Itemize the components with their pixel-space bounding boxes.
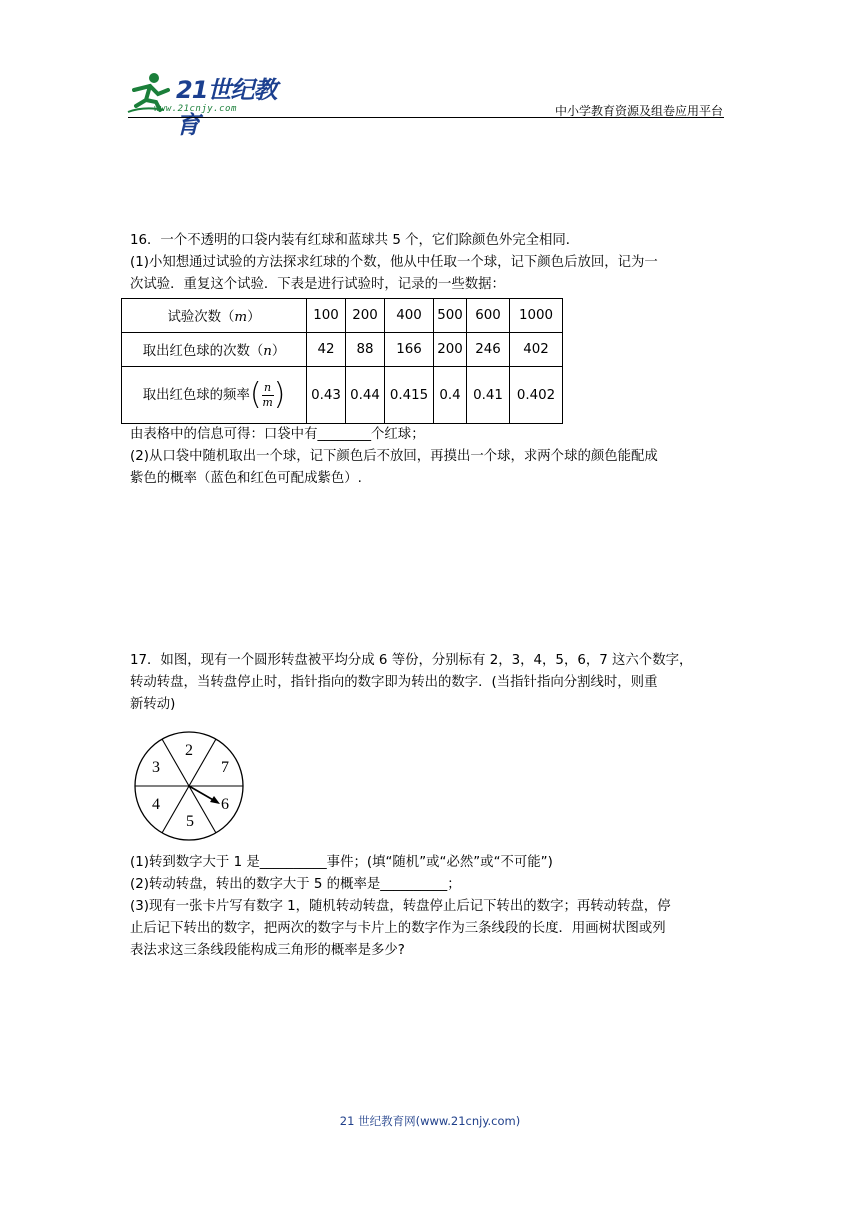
q17-stem-line2: 转动转盘，当转盘停止时，指针指向的数字即为转出的数字．(当指针指向分割线时，则重 (130, 675, 658, 690)
table-cell: 0.41 (467, 367, 510, 424)
row-header-trials: 试验次数（m） (122, 299, 307, 333)
spinner-number: 4 (152, 796, 160, 813)
q17-stem-line3: 新转动) (130, 697, 176, 712)
pointer-arrow-icon (210, 796, 220, 804)
q17-sub1: (1)转到数字大于 1 是__________事件；(填“随机”或“必然”或“不可能”) (130, 855, 553, 870)
table-cell: 400 (385, 299, 434, 333)
logo-text: 21世纪教育 (176, 76, 277, 139)
q17-sub3-line3: 表法求这三条线段能构成三角形的概率是多少? (130, 943, 405, 958)
q16-stem: 16．一个不透明的口袋内装有红球和蓝球共 5 个，它们除颜色外完全相同． (130, 233, 580, 248)
table-cell: 200 (346, 299, 385, 333)
table-cell: 246 (467, 333, 510, 367)
table-row-frequency (122, 367, 563, 424)
table-row-trials (122, 299, 563, 333)
logo-url: www.21cnjy.com (154, 104, 237, 114)
q17-stem-line1: 17．如图，现有一个圆形转盘被平均分成 6 等份，分别标有 2，3，4，5，6，7 这六个数字， (130, 653, 693, 668)
table-cell: 0.402 (510, 367, 563, 424)
header-divider (128, 117, 724, 118)
q16-part1-line2: 次试验．重复这个试验．下表是进行试验时，记录的一些数据： (130, 277, 505, 292)
q17-sub3-line1: (3)现有一张卡片写有数字 1，随机转动转盘，转盘停止后记下转出的数字；再转动转盘，停 (130, 899, 671, 914)
table-cell: 88 (346, 333, 385, 367)
frequency-table (121, 298, 563, 424)
q16-part2-line1: (2)从口袋中随机取出一个球，记下颜色后不放回，再摸出一个球，求两个球的颜色能配成 (130, 449, 658, 464)
site-logo (124, 70, 294, 139)
q17-sub2: (2)转动转盘，转出的数字大于 5 的概率是__________； (130, 877, 461, 892)
table-cell: 42 (307, 333, 346, 367)
row-header-red-count: 取出红色球的次数（n） (122, 333, 307, 367)
table-cell: 0.44 (346, 367, 385, 424)
q17-sub3-line2: 止后记下转出的数字，把两次的数字与卡片上的数字作为三条线段的长度．用画树状图或列 (130, 921, 666, 936)
table-cell: 0.4 (434, 367, 467, 424)
header-tagline: 中小学教育资源及组卷应用平台 (554, 104, 723, 118)
table-cell: 100 (307, 299, 346, 333)
table-cell: 402 (510, 333, 563, 367)
spinner-number: 6 (221, 796, 229, 813)
table-cell: 200 (434, 333, 467, 367)
table-row-red-count (122, 333, 563, 367)
q16-part1-line1: (1)小知想通过试验的方法探求红球的个数，他从中任取一个球，记下颜色后放回，记为一 (130, 255, 658, 270)
table-cell: 500 (434, 299, 467, 333)
q16-part2-line2: 紫色的概率（蓝色和红色可配成紫色）. (130, 471, 362, 486)
spinner-number: 3 (152, 759, 160, 776)
spinner-number: 5 (186, 813, 194, 830)
table-cell: 166 (385, 333, 434, 367)
table-cell: 600 (467, 299, 510, 333)
spinner-number: 7 (221, 759, 229, 776)
spinner-number: 2 (185, 742, 193, 759)
q16-conclusion: 由表格中的信息可得：口袋中有________个红球； (130, 427, 425, 442)
frequency-fraction: ( n m ) (249, 377, 286, 412)
row-header-frequency: 取出红色球的频率 ( n m ) (122, 367, 307, 424)
spinner-diagram (128, 730, 252, 846)
table-cell: 0.43 (307, 367, 346, 424)
table-cell: 0.415 (385, 367, 434, 424)
table-cell: 1000 (510, 299, 563, 333)
page-footer: 21 世纪教育网(www.21cnjy.com) (339, 1114, 521, 1128)
